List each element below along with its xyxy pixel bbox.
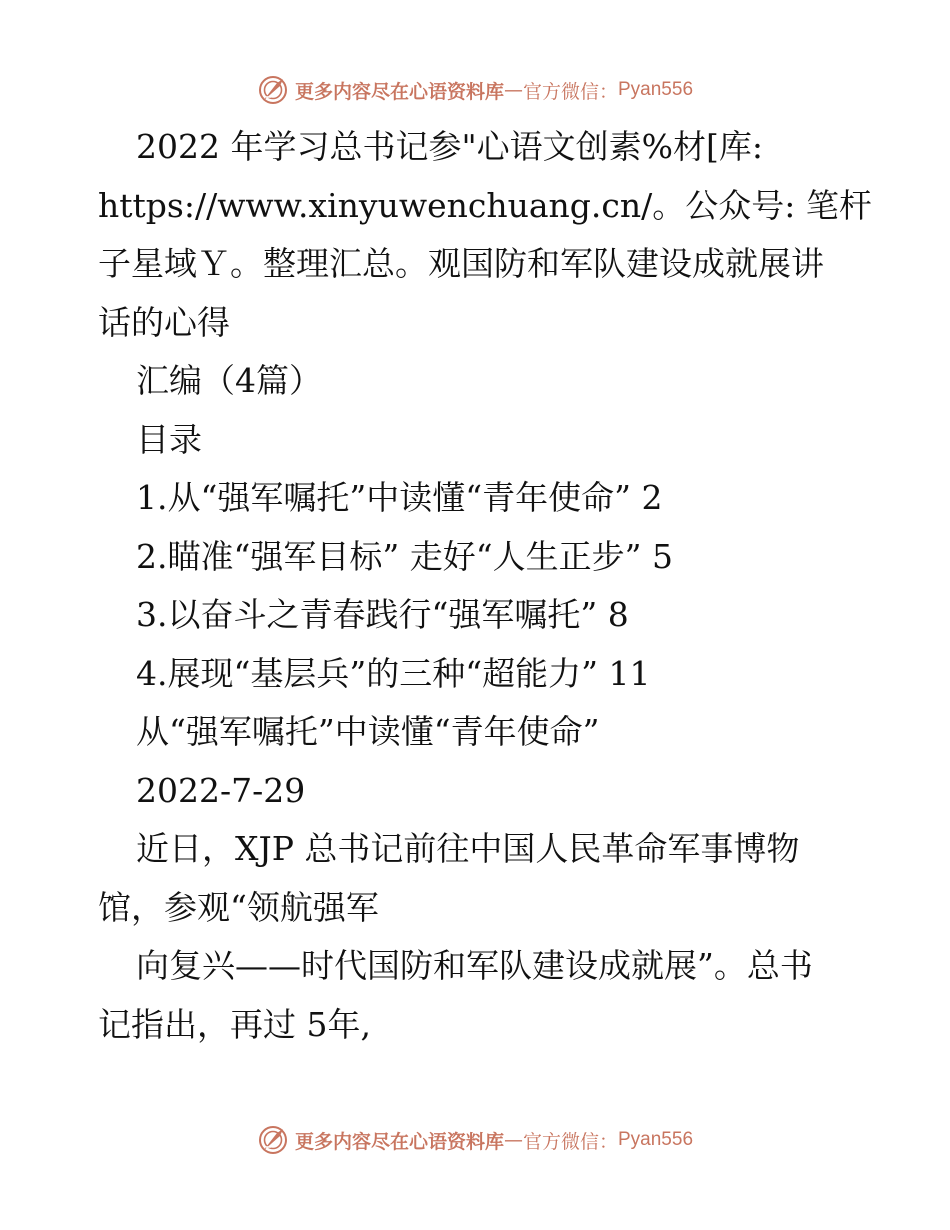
text-line: 2022 年学习总书记参"心语文创素%材[库: [136, 127, 763, 166]
toc-item: 2.瞄准“强军目标” 走好“人生正步” 5 [136, 536, 673, 576]
quill-logo-icon [257, 1124, 289, 1156]
banner-dash: — [503, 1129, 523, 1151]
text-line: 话的心得 [98, 302, 230, 342]
toc-heading: 目录 [136, 419, 202, 459]
toc-item: 1.从“强军嘱托”中读懂“青年使命” 2 [136, 478, 663, 517]
paragraph-line: 向复兴——时代国防和军队建设成就展”。总书 [136, 946, 813, 985]
text-line: 汇编（4篇） [136, 361, 322, 400]
banner-wechat-id: Pyan556 [618, 1129, 694, 1150]
paragraph-line: 近日，XJP 总书记前往中国人民革命军事博物 [136, 829, 800, 868]
toc-item: 4.展现“基层兵”的三种“超能力” 11 [136, 653, 651, 693]
banner-dash: — [503, 79, 523, 101]
footer-watermark-banner [0, 1120, 950, 1160]
paragraph-line: 馆，参观“领航强军 [98, 887, 379, 927]
text-line: https://www.xinyuwenchuang.cn/。公众号: 笔杆 [98, 185, 872, 225]
article-title: 从“强军嘱托”中读懂“青年使命” [136, 712, 600, 751]
document-body [98, 118, 872, 1054]
toc-item: 3.以奋斗之青春践行“强军嘱托” 8 [136, 595, 629, 634]
quill-logo-icon [257, 74, 289, 106]
banner-wechat-label: 官方微信： [522, 1130, 618, 1153]
banner-site-text: 更多内容尽在心语资料库 [294, 80, 504, 103]
banner-wechat-id: Pyan556 [618, 79, 694, 100]
text-line: 子星域Ｙ。整理汇总。观国防和军队建设成就展讲 [98, 244, 824, 283]
article-date: 2022-7-29 [136, 770, 306, 810]
banner-site-text: 更多内容尽在心语资料库 [294, 1130, 504, 1153]
paragraph-line: 记指出，再过 5年, [98, 1004, 371, 1044]
banner-wechat-label: 官方微信： [522, 80, 618, 103]
header-watermark-banner [0, 70, 950, 110]
